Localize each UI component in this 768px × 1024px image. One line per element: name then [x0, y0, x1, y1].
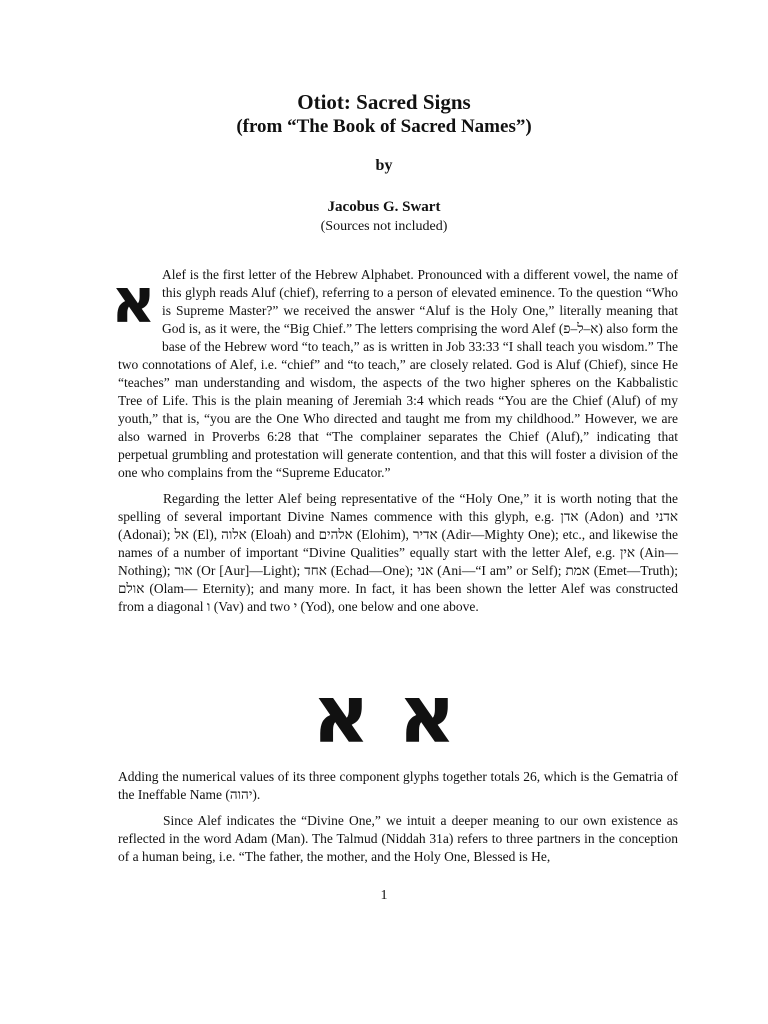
- paragraph-alef-intro: [110, 264, 678, 482]
- byline-by: by: [375, 157, 393, 174]
- author-name: Jacobus G. Swart: [327, 199, 441, 215]
- body-text-bottom: [118, 768, 678, 874]
- sources-note: (Sources not included): [320, 219, 448, 234]
- body-text-top: [110, 264, 678, 624]
- paragraph-gematria: Adding the numerical values of its three component glyphs together totals 26, which is the Gematria of the Ineffable Name (יהוה).: [118, 769, 678, 802]
- alef-illustration: א א: [311, 668, 457, 761]
- document-subtitle: (from “The Book of Sacred Names”): [236, 116, 532, 137]
- paragraph-alef-intro-text: Alef is the first letter of the Hebrew Alphabet. Pronounced with a different vowel, the name of this glyph reads Aluf (chief), referring to a person of elevated eminence. To the question “Who is Supreme Master?” we received the answer “Aluf is the Holy One,” literally meaning that God is, as it were, the “Big Chief.” The letters comprising the word Alef (א–ל–פ) also form the base of the Hebrew word “to teach,” as is written in Job 33:33 “I shall teach you wisdom.” The two connotations of Alef, i.e. “chief” and “to teach,” are closely related. God is Aluf (Chief), since He “teaches” man understanding and wisdom, the aspects of the two higher spheres on the Kabbalistic Tree of Life. This is the plain meaning of Jeremiah 3:4 which reads “You are the Chief (Aluf) of my youth,” that is, “you are the One Who directed and taught me from my childhood.” However, we are also warned in Proverbs 6:28 that “The complainer separates the Chief (Aluf),” indicating that perpetual grumbling and protestation will generate contention, and that this will foster a division of the one who complains from the “Supreme Educator.”: [118, 267, 678, 480]
- paragraph-adam: Since Alef indicates the “Divine One,” we intuit a deeper meaning to our own existence as reflected in the word Adam (Man). The Talmud (Niddah 31a) refers to three partners in the conception of a human being, i.e. “The father, the mother, and the Holy One, Blessed is He,: [118, 813, 678, 864]
- alef-dropcap: א: [110, 264, 156, 337]
- paragraph-divine-names: Regarding the letter Alef being representative of the “Holy One,” it is worth noting that the spelling of several important Divine Names commence with this glyph, e.g. אדן (Adon) and אדני (Adonai); אל (El), אלוה (Eloah) and אלהים (Elohim), אדיר (Adir—Mighty One); etc., and likewise the names of a number of important “Divine Qualities” equally start with the letter Alef, e.g. אין (Ain—Nothing); אור (Or [Aur]—Light); אחד (Echad—One); אני (Ani—“I am” or Self); אמת (Emet—Truth); אולם (Olam— Eternity); and many more. In fact, it has been shown the letter Alef was constructed from a diagonal ו (Vav) and two י (Yod), one below and one above.: [118, 491, 678, 614]
- page-number: 1: [380, 888, 388, 903]
- document-title: Otiot: Sacred Signs: [297, 90, 471, 114]
